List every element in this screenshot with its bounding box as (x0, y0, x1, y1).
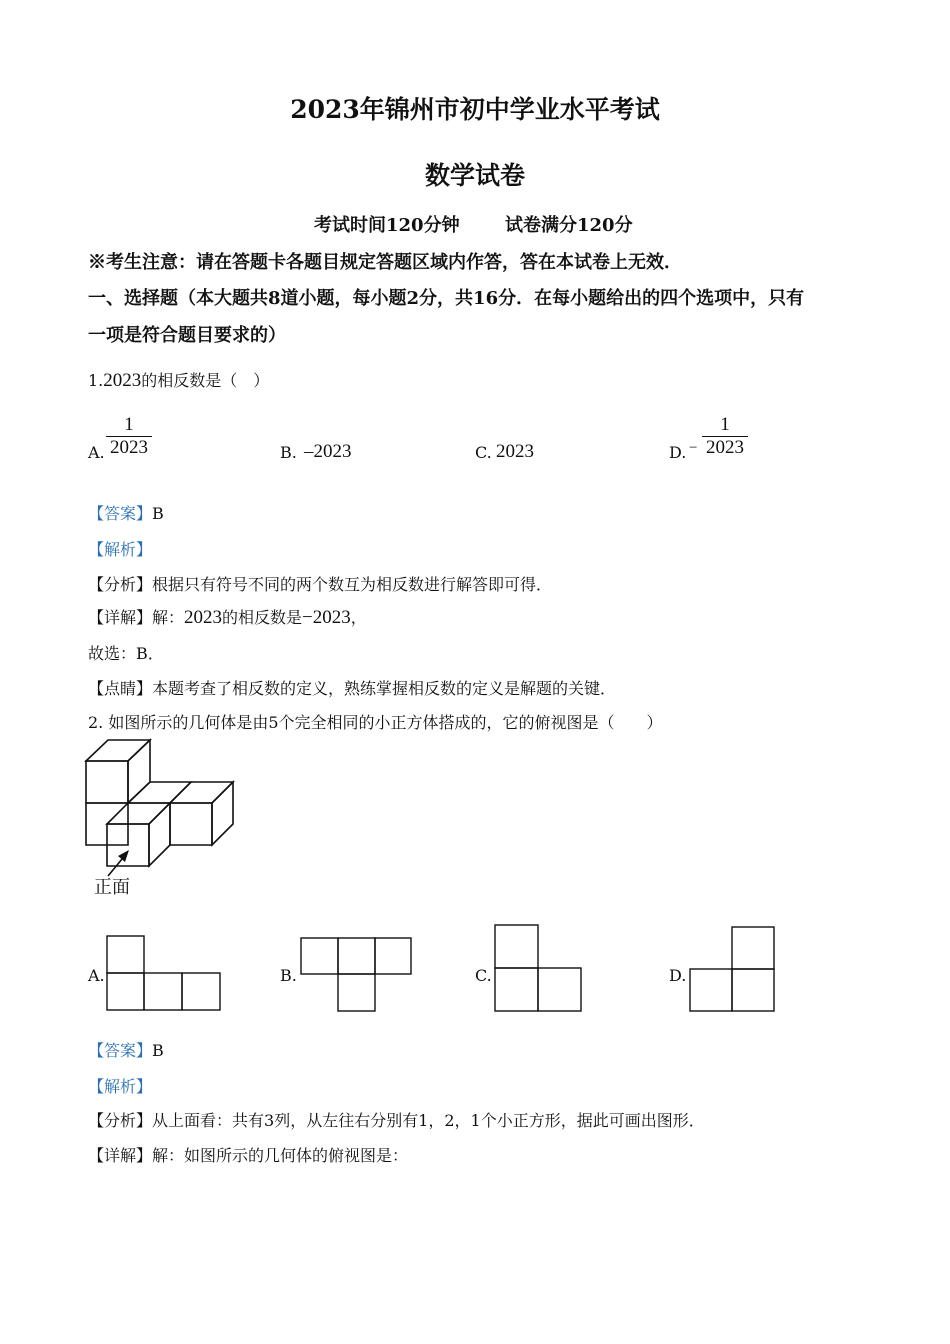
paper-subtitle: 数学试卷 (424, 161, 525, 190)
q1-xiangjie-tag: 【详解】 (88, 608, 153, 627)
q1-xiangjie-negative: −2023 (302, 607, 351, 628)
q1-dianjing-tag: 【点睛】 (88, 679, 153, 698)
q1-option-b-value: –2023 (304, 441, 352, 462)
q2-fenxi-text: 从上面看：共有3列，从左往右分别有1，2，1个小正方形，据此可画出图形． (152, 1111, 705, 1130)
exam-time: 考试时间120分钟 (314, 215, 460, 236)
q2-option-c-label: C. (475, 966, 492, 985)
exam-title: 2023年锦州市初中学业水平考试 (290, 95, 660, 124)
q1-answer-tag: 【答案】 (88, 504, 153, 523)
q2-front-label: 正面 (94, 877, 130, 897)
q1-option-a-denominator: 2023 (106, 436, 152, 459)
q1-xiangjie-end: ， (350, 608, 367, 627)
q1-dianjing-text: 本题考查了相反数的定义，熟练掌握相反数的定义是解题的关键． (152, 679, 617, 698)
q1-option-c-value: 2023 (496, 441, 534, 462)
q2-answer-tag: 【答案】 (88, 1041, 153, 1060)
q1-number: 2023 (103, 370, 142, 391)
q1-answer-value: B (152, 504, 164, 523)
q1-option-b-label: B. (280, 443, 297, 462)
q2-option-d-label: D. (669, 966, 687, 985)
q2-xiangjie (88, 1143, 408, 1166)
exam-notice: ※考生注意：请在答题卡各题目规定答题区域内作答，答在本试卷上无效． (88, 252, 682, 273)
q1-prefix: 1. (88, 371, 104, 390)
section-heading-line1: 一、选择题（本大题共8道小题，每小题2分，共16分．在每小题给出的四个选项中，只有 (88, 288, 805, 309)
q2-fenxi (88, 1108, 705, 1131)
q1-xiangjie-number: 2023 (184, 607, 223, 628)
q1-option-d-label: D. (669, 443, 687, 462)
q2-analysis-tag: 【解析】 (88, 1077, 153, 1096)
q1-xiangjie-mid: 的相反数是 (222, 608, 303, 627)
q1-suffix: 的相反数是（ ） (141, 371, 270, 390)
q1-option-d-sign: − (689, 440, 698, 456)
q1-option-d-numerator: 1 (720, 414, 730, 435)
exam-score: 试卷满分120分 (505, 215, 633, 236)
q1-option-c-label: C. (475, 443, 492, 462)
q1-option-d-denominator: 2023 (702, 436, 748, 459)
section-heading-line2: 一项是符合题目要求的） (88, 325, 286, 346)
q2-stem: 2. 如图所示的几何体是由5个完全相同的小正方体搭成的，它的俯视图是（ ） (88, 713, 663, 732)
q2-xiangjie-tag: 【详解】 (88, 1146, 153, 1165)
q2-option-a-label: A. (88, 966, 105, 985)
q1-xiangjie-pre: 解： (152, 608, 185, 627)
q1-fenxi-text: 根据只有符号不同的两个数互为相反数进行解答即可得． (152, 575, 553, 594)
q2-answer-value: B (152, 1041, 164, 1060)
q1-guxuan: 故选：B． (88, 644, 164, 663)
q1-fenxi-tag: 【分析】 (88, 575, 153, 594)
q1-analysis-tag: 【解析】 (88, 540, 153, 559)
q1-option-a-numerator: 1 (124, 414, 134, 435)
q2-answer (88, 1038, 164, 1061)
q2-fenxi-tag: 【分析】 (88, 1111, 153, 1130)
q1-option-a-label: A. (88, 443, 105, 462)
q2-xiangjie-text: 解：如图所示的几何体的俯视图是： (152, 1146, 409, 1165)
q2-option-b-label: B. (280, 966, 297, 985)
